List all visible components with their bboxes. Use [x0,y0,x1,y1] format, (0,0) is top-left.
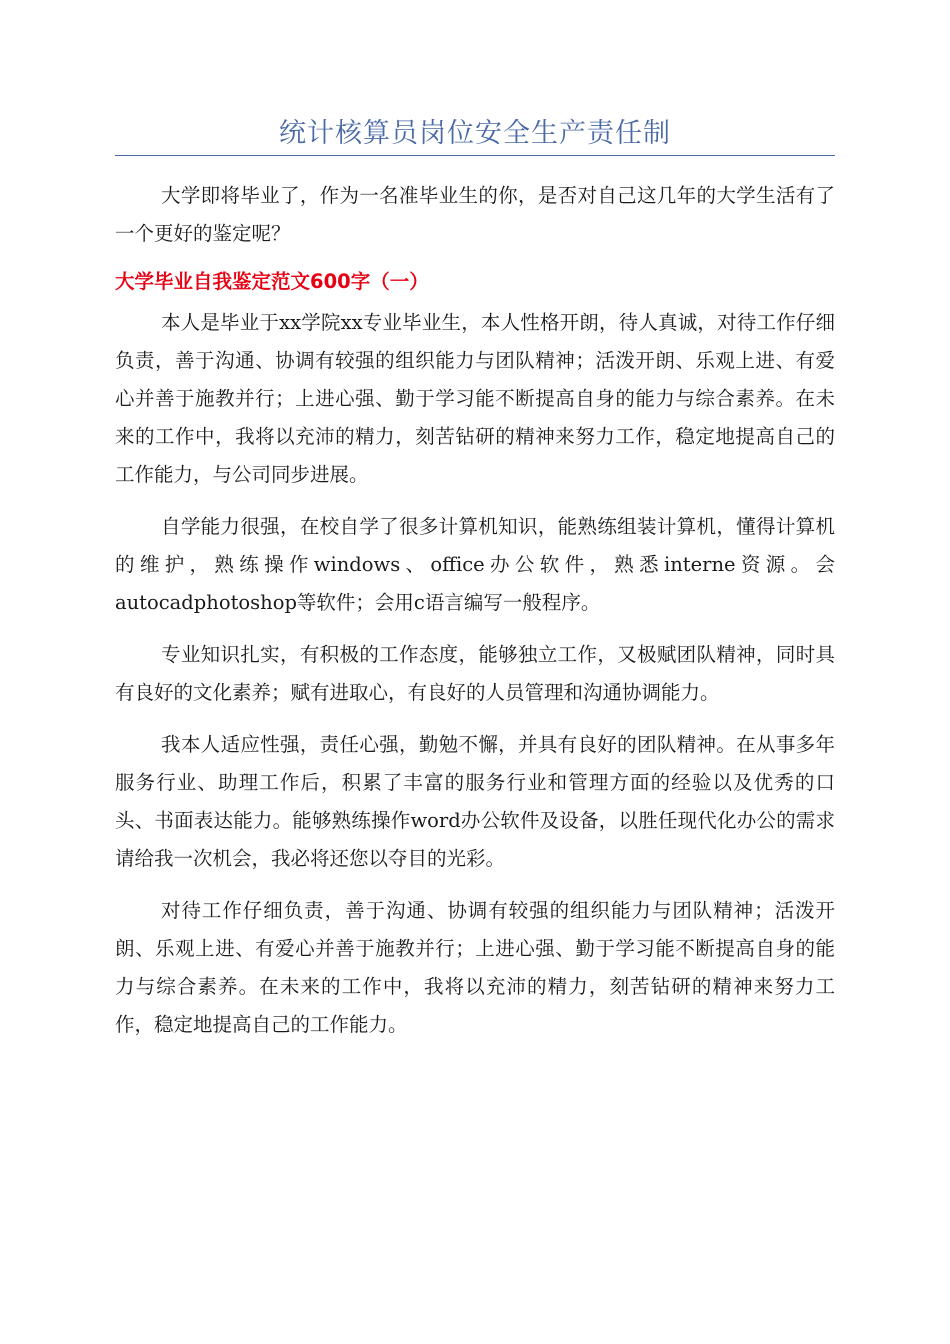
document-title: 统计核算员岗位安全生产责任制 [279,118,671,149]
body-paragraph-4: 我本人适应性强，责任心强，勤勉不懈，并具有良好的团队精神。在从事多年服务行业、助理工作后，积累了丰富的服务行业和管理方面的经验以及优秀的口头、书面表达能力。能够熟练操作word办公软件及设备，以胜任现代化办公的需求请给我一次机会，我必将还您以夺目的光彩。 [115,733,835,870]
intro-paragraph: 大学即将毕业了，作为一名准毕业生的你，是否对自己这几年的大学生活有了一个更好的鉴定呢？ [115,184,835,245]
title-underline [115,155,835,156]
document-page [115,0,835,1344]
document-body [115,177,835,1058]
body-paragraph-1: 本人是毕业于xx学院xx专业毕业生，本人性格开朗，待人真诚，对待工作仔细负责，善于沟通、协调有较强的组织能力与团队精神；活泼开朗、乐观上进、有爱心并善于施教并行；上进心强、勤于学习能不断提高自身的能力与综合素养。在未来的工作中，我将以充沛的精力，刻苦钻研的精神来努力工作，稳定地提高自己的工作能力，与公司同步进展。 [115,311,835,486]
body-paragraph-3: 专业知识扎实，有积极的工作态度，能够独立工作，又极赋团队精神，同时具有良好的文化素养；赋有进取心，有良好的人员管理和沟通协调能力。 [115,643,835,704]
section-heading: 大学毕业自我鉴定范文600字（一） [115,270,429,293]
body-paragraph-2: 自学能力很强，在校自学了很多计算机知识，能熟练组装计算机，懂得计算机的维护，熟练操作windows、office办公软件，熟悉interne资源。会autocadphotoshop等软件；会用c语言编写一般程序。 [115,515,835,614]
body-paragraph-5: 对待工作仔细负责，善于沟通、协调有较强的组织能力与团队精神；活泼开朗、乐观上进、有爱心并善于施教并行；上进心强、勤于学习能不断提高自身的能力与综合素养。在未来的工作中，我将以充沛的精力，刻苦钻研的精神来努力工作，稳定地提高自己的工作能力。 [115,899,835,1036]
